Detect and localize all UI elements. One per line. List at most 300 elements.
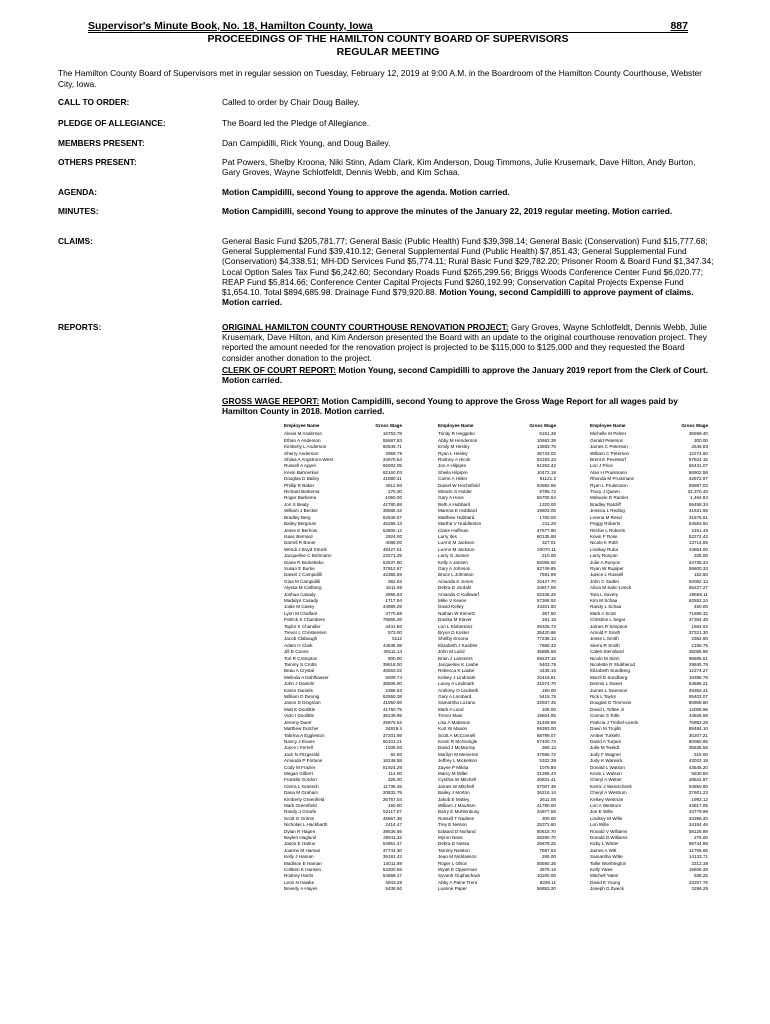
gross-wage-amount: 80908.80 bbox=[688, 700, 708, 706]
pledge-text: The Board led the Pledge of Allegiance. bbox=[222, 118, 370, 128]
gross-wage-amount: 45286.13 bbox=[382, 521, 402, 527]
employee-name: Debra D Jordahl bbox=[438, 585, 472, 591]
claims-label: CLAIMS: bbox=[58, 236, 93, 246]
gross-wage-header: Gross Wage bbox=[529, 423, 556, 428]
employee-name: Ritchie L Roberts bbox=[590, 527, 626, 533]
employee-name: Nicolette R Stubberud bbox=[590, 662, 635, 668]
gross-wage-amount: 96595.51 bbox=[688, 655, 708, 661]
employee-name: Brian J Lammers bbox=[438, 655, 473, 661]
employee-name: David E Young bbox=[590, 879, 621, 885]
gross-wage-amount: 50101.21 bbox=[382, 738, 402, 744]
employee-name: Cynthia W Mitchell bbox=[438, 777, 477, 783]
call-to-order-text: Called to order by Chair Doug Bailey. bbox=[222, 97, 360, 107]
gross-wage-amount: 37744.30 bbox=[382, 847, 402, 853]
gross-wage-amount: 35055.96 bbox=[688, 649, 708, 655]
gross-wage-amount: 36216.14 bbox=[536, 790, 556, 796]
employee-name: Abby M Henderson bbox=[438, 437, 478, 443]
employee-name: Kirby L Winter bbox=[590, 841, 619, 847]
gross-wage-amount: 82.50 bbox=[390, 751, 402, 757]
gross-wage-amount: 62552.24 bbox=[688, 597, 708, 603]
gross-wage-amount: 382.63 bbox=[387, 578, 402, 584]
gross-wage-amount: 4943.25 bbox=[385, 879, 402, 885]
claims-funds: General Basic Fund $205,781.77; General Basic (Public Health) Fund $39,398.14; General Basic (Conservation) Fund $15,777.68; General Supplemental Fund $39,410.12; General Supplemental Fund (Public Health) $7,851.43; General Supplemental Fund (Conservation) $4,338.51; MH-DD Services Fund $5,774.11; Rural Basic Fund $29,782.20; Prisoner Room & Board Fund $1,347.34; Local Option Sales Tax Fund $6,242.60; Secondary Roads Fund $265,299.56; Briggs Woods Conference Center Fund $6,020.77; REAP Fund $5,814.66; Conference Center Capital Projects Fund $260,192.99; Conservation Capital Projects Expense Fund $1,654.10. Total $894,685.98. Drainage Fund $79,920.88. bbox=[222, 236, 714, 298]
employee-name: Tracy J Queen bbox=[590, 489, 620, 495]
employee-name: Russell T Nadeen bbox=[438, 815, 475, 821]
gross-wage-amount: 36238.95 bbox=[382, 713, 402, 719]
employee-name: Jeffrey L Mickelson bbox=[438, 758, 478, 764]
employee-name: William J Mourlam bbox=[438, 802, 476, 808]
employee-name: Jon A Hilpipre bbox=[438, 463, 467, 469]
gross-wage-amount: 5322.38 bbox=[539, 758, 556, 764]
gross-wage-amount: 43201.60 bbox=[536, 604, 556, 610]
gross-wage-amount: 366.13 bbox=[541, 745, 556, 751]
gross-wage-amount: 1760.00 bbox=[539, 514, 556, 520]
gross-wage-amount: 60135.88 bbox=[536, 533, 556, 539]
gross-wage-amount: 56431.07 bbox=[688, 463, 708, 469]
gross-wage-amount: 5112 bbox=[392, 636, 402, 642]
employee-name: Larry Runyan bbox=[590, 553, 618, 559]
gross-wage-amount: 275.00 bbox=[387, 489, 402, 495]
gross-wage-amount: 41680.41 bbox=[382, 476, 402, 482]
employee-name: Kerric J Weinschenk bbox=[590, 783, 632, 789]
employee-name: Cheryl A Westrum bbox=[590, 790, 627, 796]
employee-name: Jean M Nicklasson bbox=[438, 854, 477, 860]
gross-wage-amount: 450.00 bbox=[387, 802, 402, 808]
gross-wage-amount: 34154.46 bbox=[688, 822, 708, 828]
employee-name: Colleen K Hansen bbox=[284, 867, 322, 873]
gross-wage-amount: 14133.71 bbox=[688, 854, 708, 860]
gross-wage-amount: 41631.66 bbox=[688, 508, 708, 514]
gross-wage-amount: 61121.2 bbox=[539, 476, 556, 482]
call-to-order-label: CALL TO ORDER: bbox=[58, 97, 130, 107]
employee-name: Baylen Haglund bbox=[284, 835, 317, 840]
gross-wage-amount: 48427.51 bbox=[382, 546, 402, 552]
employee-name: Isaac Bernard bbox=[284, 533, 313, 539]
gross-wage-heading: GROSS WAGE REPORT: bbox=[222, 396, 320, 406]
employee-name: Kelsey Westrum bbox=[590, 796, 624, 802]
gross-wage-amount: 40821.41 bbox=[536, 777, 556, 783]
gross-wage-amount: 68799.07 bbox=[536, 732, 556, 738]
gross-wage-amount: 3312.38 bbox=[691, 860, 708, 866]
employee-name: Jessica L Reding bbox=[590, 508, 625, 514]
gross-wage-amount: 37321.30 bbox=[688, 630, 708, 635]
employee-name-header: Employee Name bbox=[438, 423, 474, 428]
gross-wage-amount: 37565.72 bbox=[536, 751, 556, 757]
employee-name: James C Peterson bbox=[590, 444, 628, 450]
gross-wage-amount: 285.00 bbox=[541, 854, 556, 860]
gross-wage-amount: 60050.95 bbox=[688, 738, 708, 744]
gross-wage-amount: 44826.69 bbox=[688, 713, 708, 719]
employee-name: Judy K Warwick bbox=[590, 758, 623, 764]
employee-name: Syvanh Ouphachack bbox=[438, 873, 481, 879]
gross-wage-amount: 39536.65 bbox=[382, 828, 402, 834]
employee-name: Matthew Dutcher bbox=[284, 726, 319, 732]
employee-name: Kevin F Rose bbox=[590, 533, 618, 539]
employee-name: Jack N Fitzgerald bbox=[284, 751, 320, 757]
employee-name: Richard Barkema bbox=[284, 489, 320, 495]
employee-name: Brent E Pevestorf bbox=[590, 457, 627, 463]
gross-wage-amount: 57368.92 bbox=[536, 597, 556, 603]
claims-motion: Motion Young, second Campidilli to approve payment of claims. Motion carried. bbox=[222, 287, 694, 308]
employee-name: Beth A Hubbard bbox=[438, 501, 471, 507]
gross-wage-amount: 1663.92 bbox=[691, 623, 708, 629]
gross-wage-amount: 57400.73 bbox=[536, 738, 556, 744]
employee-name: Lacey A Lindmark bbox=[438, 681, 475, 687]
gross-wage-amount: 26878.25 bbox=[536, 841, 556, 847]
gross-wage-amount: 41760.75 bbox=[382, 706, 402, 712]
employee-name: Dawn M Trujillo bbox=[590, 726, 622, 732]
employee-name: Bradley Ratcliff bbox=[590, 501, 621, 507]
gross-wage-amount: 42385.59 bbox=[382, 572, 402, 578]
gross-wage-amount: 44989.29 bbox=[382, 604, 402, 610]
gross-wage-amount: 35911.32 bbox=[383, 835, 402, 840]
gross-wage-amount: 2924.00 bbox=[385, 533, 402, 539]
gross-wage-amount: 29845.78 bbox=[688, 662, 708, 668]
employee-name: Kimberly Greenfield bbox=[284, 796, 325, 802]
gross-wage-amount: 13714.59 bbox=[688, 540, 708, 546]
gross-wage-amount: 78865.26 bbox=[382, 617, 402, 623]
employee-name: Nicholas L Hackbarth bbox=[284, 822, 328, 828]
gross-wage-amount: 57824.15 bbox=[688, 457, 708, 463]
employee-name: Bryon D Koster bbox=[438, 630, 470, 635]
minute-book-heading: Supervisor's Minute Book, No. 18, Hamilton County, Iowa bbox=[88, 20, 373, 32]
gross-wage-amount: 54583.50 bbox=[688, 521, 708, 527]
employee-name: Sherry Anderson bbox=[284, 450, 319, 456]
employee-name: Rick L Taylor bbox=[590, 694, 617, 700]
gross-wage-amount: 38618.00 bbox=[382, 662, 402, 668]
gross-wage-amount: 4086.00 bbox=[385, 540, 402, 546]
gross-wage-amount: 52537.80 bbox=[382, 559, 402, 565]
minutes-text: Motion Campidilli, second Young to approve the minutes of the January 22, 2019 regular meeting. Motion carried. bbox=[222, 206, 673, 216]
employee-name: Jacqueline C Bohmann bbox=[284, 553, 332, 559]
employee-name: Elizabeth J Kuebler bbox=[438, 642, 478, 648]
gross-wage-amount: 62160.03 bbox=[382, 469, 402, 475]
employee-name: Franklin Gordon bbox=[284, 777, 317, 783]
employee-name: Nathan W Kinnetz bbox=[438, 610, 476, 616]
gross-wage-amount: 4441.50 bbox=[385, 623, 402, 629]
gross-wage-amount: 35535.58 bbox=[688, 745, 708, 751]
employee-name: Roger Barkema bbox=[284, 495, 317, 501]
gross-wage-amount: 32345.25 bbox=[536, 591, 556, 597]
gross-wage-amount: 10200.00 bbox=[536, 873, 556, 879]
gross-wage-amount: 31574.70 bbox=[536, 681, 556, 687]
gross-wage-amount: 37912.67 bbox=[382, 565, 402, 571]
employee-name: Nancy J Evans bbox=[284, 738, 315, 744]
employee-name: Jason D Dingman bbox=[284, 700, 321, 706]
employee-name: Marena E Hubbard bbox=[438, 508, 477, 514]
employee-name: Joseph D Zweck bbox=[590, 886, 624, 892]
wage-row bbox=[284, 886, 402, 892]
employee-name: David A Turpen bbox=[590, 738, 622, 744]
employee-name: Douglas D Timmons bbox=[590, 700, 632, 706]
gross-wage-amount: 3296.25 bbox=[691, 886, 708, 892]
employee-name: Tabrina A Eggleston bbox=[284, 732, 325, 738]
employee-name: Randy J Greufe bbox=[284, 809, 317, 815]
employee-name: Ryan L Hesley bbox=[438, 450, 468, 456]
employee-name: LuAnn M Jackson bbox=[438, 546, 475, 552]
employee-name: Samantha Witte bbox=[590, 854, 623, 860]
employee-name: Arnold F Smith bbox=[590, 630, 621, 635]
members-label: MEMBERS PRESENT: bbox=[58, 138, 145, 148]
employee-name: Zayne P Mikita bbox=[438, 764, 469, 770]
gross-wage-amount: 34735.34 bbox=[688, 559, 708, 565]
gross-wage-amount: 12274.27 bbox=[688, 668, 708, 674]
wage-column-header bbox=[438, 423, 556, 429]
gross-wage-amount: 57007.38 bbox=[536, 783, 556, 789]
gross-wage-amount: 12274.60 bbox=[688, 450, 708, 456]
employee-name: Lori J Price bbox=[590, 463, 613, 469]
employee-name: Mark Greenfield bbox=[284, 802, 317, 808]
employee-name: John M Laird bbox=[438, 649, 465, 655]
employee-name: Matt E Doolittle bbox=[284, 706, 316, 712]
others-text: Pat Powers, Shelby Kroona, Niki Stinn, Adam Clark, Kim Anderson, Doug Timmons, Julie Krusemark, Dave Hilton, Andy Burton, Gary Groves, Wayne Schlotfeldt, Dennis Webb, and Kim Schaa. bbox=[222, 157, 696, 178]
gross-wage-amount: 38688.42 bbox=[382, 508, 402, 514]
employee-name: David L Toftee Jr bbox=[590, 706, 625, 712]
employee-name: John C Sadler bbox=[590, 578, 620, 584]
employee-name: Rodney Harris bbox=[284, 873, 314, 879]
gross-wage-amount: 16248.58 bbox=[382, 758, 402, 764]
gross-wage-amount: 2156.75 bbox=[691, 642, 708, 648]
employee-name: Adam H Clark bbox=[284, 642, 313, 648]
employee-name: Trevor L Christensen bbox=[284, 630, 327, 635]
gross-wage-amount: 10663.38 bbox=[536, 437, 556, 443]
employee-name-header: Employee Name bbox=[590, 423, 626, 428]
gross-wage-amount: 4578.16 bbox=[539, 867, 556, 873]
employee-name: Matthew Hubbard bbox=[438, 514, 475, 520]
employee-name: Trinity R Heggebo bbox=[438, 431, 475, 437]
employee-name: Christine L Segar bbox=[590, 617, 626, 623]
employee-name: Roger L Olson bbox=[438, 860, 468, 866]
employee-name: William J Becker bbox=[284, 508, 318, 514]
claims-text bbox=[222, 236, 714, 307]
employee-name: Judy F Wagner bbox=[590, 751, 621, 757]
employee-name: Marcy M Miller bbox=[438, 770, 468, 776]
employee-name: Russell A Appel bbox=[284, 463, 316, 469]
gross-wage-amount: 25372.60 bbox=[536, 822, 556, 828]
gross-wage-amount: 76952.28 bbox=[688, 719, 708, 725]
employee-name: Kurt W Maxon bbox=[438, 726, 468, 732]
employee-name: Donald D Williams bbox=[590, 835, 628, 840]
gross-wage-amount: 62749.85 bbox=[536, 565, 556, 571]
employee-name: Anthony O Lindseth bbox=[438, 687, 479, 693]
gross-wage-amount: 31576.61 bbox=[688, 514, 708, 520]
gross-wage-amount: 5438.60 bbox=[385, 886, 402, 892]
employee-name: Lynn M Chalfant bbox=[284, 610, 318, 616]
gross-wage-amount: 54982.66 bbox=[536, 482, 556, 488]
employee-name: Scott A McConnell bbox=[438, 732, 476, 738]
employee-name: Larry Iles bbox=[438, 533, 457, 539]
gross-wage-amount: 42780.88 bbox=[382, 501, 402, 507]
employee-name: Jesse E Berhow bbox=[284, 527, 318, 533]
gross-wage-amount: 1078.80 bbox=[539, 764, 556, 770]
employee-name: Tammy Newton bbox=[438, 847, 470, 853]
employee-name: Tori R Crampton bbox=[284, 655, 318, 661]
gross-wage-amount: 35743.02 bbox=[536, 450, 556, 456]
employee-name: Dylan R Hagen bbox=[284, 828, 316, 834]
employee-name: Leon N Hawke bbox=[284, 879, 315, 885]
employee-name: Jakob E Motley bbox=[438, 796, 470, 802]
gross-wage-amount: 54850.80 bbox=[688, 783, 708, 789]
employee-name: Amber Turkelti bbox=[590, 732, 620, 738]
page-number: 887 bbox=[670, 20, 688, 32]
gross-wage-amount: 48542.87 bbox=[688, 777, 708, 783]
wage-column-1 bbox=[284, 423, 402, 893]
gross-wage-amount: 300.00 bbox=[693, 437, 708, 443]
gross-wage-amount: 71699.32 bbox=[688, 610, 708, 616]
gross-wage-amount: 19504.95 bbox=[536, 713, 556, 719]
employee-name: Lori Wille bbox=[590, 822, 609, 828]
employee-name: James W Mitchell bbox=[438, 783, 474, 789]
gross-wage-amount: 32416.91 bbox=[536, 674, 556, 680]
employee-name: Gary A Lombard bbox=[438, 694, 472, 700]
gross-wage-amount: 3382.90 bbox=[691, 636, 708, 642]
employee-name: Joyce I Ferrell bbox=[284, 745, 313, 751]
gross-wage-amount: 5415.75 bbox=[539, 694, 556, 700]
employee-name: Kim M Schaa bbox=[590, 597, 618, 603]
employee-name: Mike V Keane bbox=[438, 597, 467, 603]
employee-name: Connie S Tolle bbox=[590, 713, 620, 719]
employee-name: Amanda K Jones bbox=[438, 578, 473, 584]
gross-wage-amount: 31286.43 bbox=[536, 770, 556, 776]
reports-label: REPORTS: bbox=[58, 322, 102, 332]
employee-name: Dana M Graham bbox=[284, 790, 318, 796]
employee-name: Larry G Jansen bbox=[438, 553, 470, 559]
employee-name: Rodney A Hicok bbox=[438, 457, 471, 463]
employee-name: Scott G Grimm bbox=[284, 815, 315, 821]
employee-name: Amanda P Fortune bbox=[284, 758, 323, 764]
employee-name: Beverly A Hayes bbox=[284, 886, 318, 892]
gross-wage-amount: 19606.28 bbox=[688, 867, 708, 873]
gross-wage-amount: 38506.00 bbox=[382, 681, 402, 687]
gross-wage-amount: 2611.06 bbox=[539, 796, 556, 802]
gross-wage-amount: 800.00 bbox=[387, 655, 402, 661]
employee-name: Trevor Main bbox=[438, 713, 463, 719]
gross-wage-amount: 11736.46 bbox=[383, 783, 402, 789]
gross-wage-text: Motion Campidilli, second Young to approve the Gross Wage Report for all wages paid by Hamilton County in 2018. Motion carried. bbox=[222, 396, 678, 417]
employee-name: Susan E Burke bbox=[284, 565, 315, 571]
gross-wage-amount: 35420.86 bbox=[536, 630, 556, 635]
gross-wage-amount: 49362.41 bbox=[688, 687, 708, 693]
wage-row bbox=[438, 886, 556, 892]
gross-wage-amount: 55458.34 bbox=[688, 501, 708, 507]
gross-wage-amount: 35599.40 bbox=[688, 431, 708, 437]
gross-wage-amount: 29659.11 bbox=[689, 591, 708, 597]
employee-name: Claire Huffman bbox=[438, 527, 469, 533]
employee-name: Dennis L Sweet bbox=[590, 681, 623, 687]
gross-wage-amount: 1060.00 bbox=[385, 495, 402, 501]
gross-wage-amount: 367.50 bbox=[541, 610, 556, 616]
minutes-label: MINUTES: bbox=[58, 206, 99, 216]
employee-name: Amanda G Kalkwarf bbox=[438, 591, 479, 597]
employee-name: Darrell R Boner bbox=[284, 540, 316, 546]
employee-name: Carrie A Hisler bbox=[438, 476, 468, 482]
employee-name: Beau A Crystal bbox=[284, 668, 315, 674]
employee-name: Edward D Norland bbox=[438, 828, 476, 834]
gross-wage-amount: 55403.07 bbox=[688, 694, 708, 700]
employee-name: Kimberly L Anderson bbox=[284, 444, 327, 450]
employee-name: Rhonda M Pruismann bbox=[590, 476, 635, 482]
gross-wage-amount: 160.00 bbox=[541, 687, 556, 693]
gross-wage-amount: 58125.89 bbox=[688, 828, 708, 834]
employee-name: Shelby Kroona bbox=[438, 636, 469, 642]
gross-wage-amount: 47364.49 bbox=[688, 617, 708, 623]
gross-wage-amount: 211.28 bbox=[542, 521, 556, 527]
employee-name: Jodie M Casey bbox=[284, 604, 315, 610]
employee-name: Donald L Watson bbox=[590, 764, 625, 770]
employee-name: Mark A Lund bbox=[438, 706, 464, 712]
employee-name: Caleb Stensland bbox=[590, 649, 624, 655]
gross-wage-amount: 275.00 bbox=[693, 835, 708, 840]
gross-wage-amount: 63193.33 bbox=[536, 457, 556, 463]
gross-wage-amount: 20070.11 bbox=[537, 546, 556, 552]
gross-wage-amount: 41950.96 bbox=[382, 700, 402, 706]
employee-name: Julie M Tweldt bbox=[590, 745, 620, 751]
renovation-text: Gary Groves, Wayne Schlotfeldt, Dennis Webb, Julie Krusemark, Dave Hilton, and Kim Anderson presented the Board with an update to the original courthouse renovation project. They reported the amount needed for the renovation project is projected to be $115,000 to $125,000 and they requested the Board consider another donation to the project. bbox=[222, 322, 707, 363]
employee-name: Megan Gilbert bbox=[284, 770, 313, 776]
gross-wage-amount: 62646.57 bbox=[382, 514, 402, 520]
gross-wage-amount: 34817.06 bbox=[536, 585, 556, 591]
gross-wage-header: Gross Wage bbox=[681, 423, 708, 428]
employee-name: Tallie Worthington bbox=[590, 860, 627, 866]
agenda-text: Motion Campidilli, second Young to approve the agenda. Motion carried. bbox=[222, 187, 510, 197]
gross-wage-amount: 938.25 bbox=[693, 873, 708, 879]
gross-wage-amount: 51924.29 bbox=[382, 764, 402, 770]
gross-wage-amount: 327.01 bbox=[541, 540, 556, 546]
gross-wage-amount: 1611.66 bbox=[385, 585, 402, 591]
employee-name: Elizabeth Sundberg bbox=[590, 668, 631, 674]
employee-name: Wyatt E Opperman bbox=[438, 867, 478, 873]
gross-wage-amount: 20832.75 bbox=[382, 790, 402, 796]
gross-wage-amount: 11706.65 bbox=[689, 847, 708, 853]
gross-wage-amount: 42572.97 bbox=[688, 476, 708, 482]
employee-name: Alicia M Salic-Leeck bbox=[590, 585, 632, 591]
employee-name: Jesse L Smith bbox=[590, 636, 619, 642]
employee-name: David Kelley bbox=[438, 604, 464, 610]
gross-wage-amount: 34919.4 bbox=[385, 726, 402, 732]
members-text: Dan Campidilli, Rick Young, and Doug Bailey. bbox=[222, 138, 391, 148]
gross-wage-amount: 59987.03 bbox=[688, 482, 708, 488]
employee-name: Gerald Peterson bbox=[590, 437, 624, 443]
gross-wage-amount: 7591.96 bbox=[539, 572, 556, 578]
gross-wage-amount: 210.00 bbox=[541, 553, 556, 559]
gross-wage-amount: 43864.00 bbox=[688, 546, 708, 552]
gross-wage-amount: 7587.92 bbox=[539, 847, 556, 853]
gross-wage-amount: 43022.19 bbox=[688, 758, 708, 764]
gross-wage-amount: 2414.47 bbox=[385, 822, 402, 828]
gross-wage-amount: 315.00 bbox=[693, 751, 708, 757]
employee-name: Myron Ness bbox=[438, 835, 463, 840]
employee-name: Emily M Hesley bbox=[438, 444, 470, 450]
employee-name: Jeremy Duerr bbox=[284, 719, 312, 725]
employee-name: Peggy Roberts bbox=[590, 521, 621, 527]
employee-name: Janice L Russell bbox=[590, 572, 624, 578]
gross-wage-amount: 161.19 bbox=[541, 617, 556, 623]
gross-wage-amount: 39111.14 bbox=[383, 649, 402, 655]
gross-wage-amount: 1035.00 bbox=[385, 745, 402, 751]
wage-column-2 bbox=[438, 423, 556, 893]
gross-wage-amount: 114.00 bbox=[388, 770, 402, 776]
employee-name: Karen Daniels bbox=[284, 687, 313, 693]
employee-name: Murril D Sundberg bbox=[590, 674, 628, 680]
wage-column-3 bbox=[590, 423, 708, 893]
gross-wage-amount: 56853.20 bbox=[536, 886, 556, 892]
gross-wage-amount: 31408.59 bbox=[536, 719, 556, 725]
employee-name: Jason E Hahne bbox=[284, 841, 316, 847]
gross-wage-amount: 573.00 bbox=[387, 630, 402, 635]
gross-wage-amount: 62550.38 bbox=[382, 694, 402, 700]
gross-wage-amount: 34970.54 bbox=[382, 457, 402, 463]
gross-wage-amount: 23271.25 bbox=[382, 553, 402, 559]
